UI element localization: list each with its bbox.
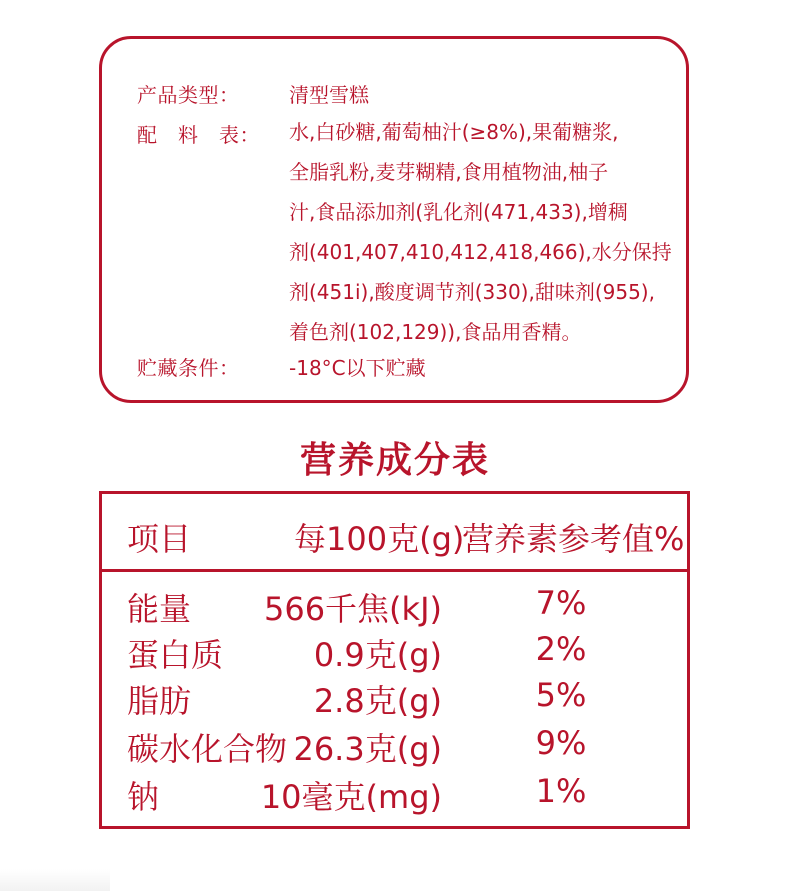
ingredients-line: 剂(401,407,410,412,418,466),水分保持 <box>289 240 672 264</box>
nutrient-nrv: 1% <box>535 772 587 810</box>
nutrient-name: 蛋白质 <box>127 636 224 674</box>
table-row <box>102 630 687 680</box>
nutrient-name: 钠 <box>127 778 160 816</box>
header-item: 项目 <box>127 520 192 558</box>
nutrition-table <box>99 491 690 829</box>
product-type-value: 清型雪糕 <box>289 83 369 107</box>
table-row <box>102 772 687 822</box>
product-info-box <box>99 36 689 403</box>
ingredients-line: 全脂乳粉,麦芽糊精,食用植物油,柚子 <box>289 160 609 184</box>
storage-label: 贮藏条件： <box>137 356 240 380</box>
table-row <box>102 584 687 634</box>
nutrient-name: 碳水化合物 <box>127 730 288 768</box>
ingredients-row <box>137 119 672 359</box>
table-row <box>102 724 687 774</box>
nutrient-nrv: 9% <box>535 724 587 762</box>
product-type-label: 产品类型： <box>137 83 240 107</box>
nutrient-name: 能量 <box>127 590 192 628</box>
corner-shadow <box>0 869 110 891</box>
nutrient-amount: 26.3克(g) <box>293 730 442 768</box>
ingredients-line: 着色剂(102,129)),食品用香精。 <box>289 320 582 344</box>
nutrient-amount: 0.9克(g) <box>313 636 442 674</box>
nutrient-name: 脂肪 <box>127 682 192 720</box>
header-per100g: 每100克(g) <box>294 520 465 558</box>
ingredients-line: 汁,食品添加剂(乳化剂(471,433),增稠 <box>289 200 628 224</box>
ingredients-label: 配 料 表： <box>137 123 260 147</box>
nutrient-nrv: 7% <box>535 584 587 622</box>
header-nrv: 营养素参考值% <box>462 520 685 558</box>
nutrient-amount: 566千焦(kJ) <box>263 590 442 628</box>
nutrient-nrv: 2% <box>535 630 587 668</box>
nutrition-header-row <box>102 494 687 572</box>
nutrient-nrv: 5% <box>535 676 587 714</box>
ingredients-list <box>289 119 672 359</box>
nutrient-amount: 10毫克(mg) <box>260 778 442 816</box>
ingredients-line: 水,白砂糖,葡萄柚汁(≥8%),果葡糖浆, <box>289 120 619 144</box>
storage-row <box>137 352 665 381</box>
nutrient-amount: 2.8克(g) <box>313 682 442 720</box>
storage-value: -18°C以下贮藏 <box>289 356 426 380</box>
product-type-row <box>137 79 665 108</box>
table-row <box>102 676 687 726</box>
nutrition-title: 营养成分表 <box>299 440 490 481</box>
ingredients-line: 剂(451i),酸度调节剂(330),甜味剂(955), <box>289 280 655 304</box>
